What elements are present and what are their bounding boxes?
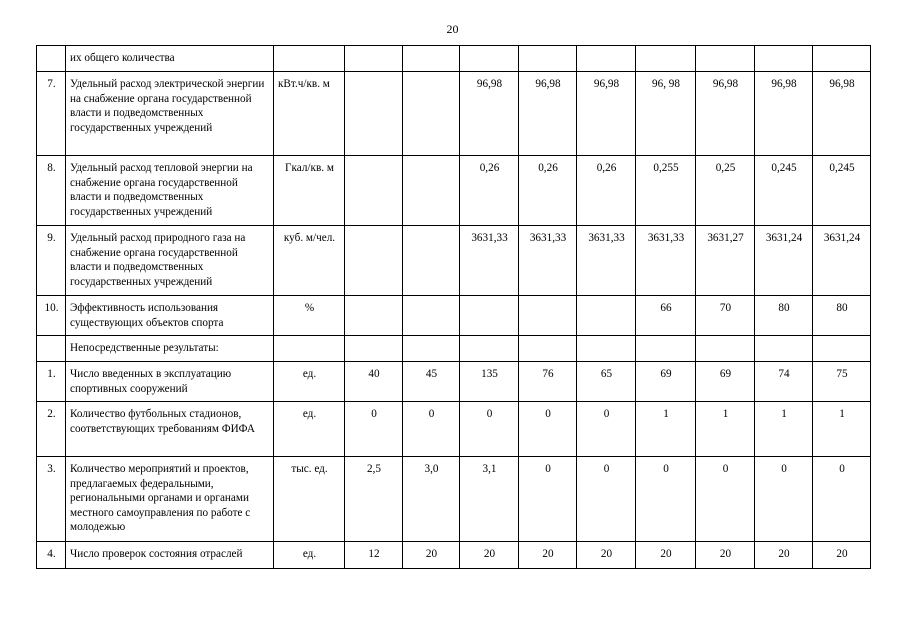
indicator-name-cell: Количество мероприятий и проектов, предлагаемых федеральными, региональными органами и органами местного самоуправления по работе с молодежью xyxy=(66,457,274,542)
value-cell: 135 xyxy=(460,362,519,402)
value-cell: 96,98 xyxy=(519,72,577,156)
value-cell: 76 xyxy=(519,362,577,402)
row-number-cell xyxy=(37,46,66,72)
unit-cell: кВт.ч/кв. м xyxy=(274,72,345,156)
value-cell: 20 xyxy=(403,542,460,569)
row-number-cell: 3. xyxy=(37,457,66,542)
value-cell: 0 xyxy=(636,457,696,542)
value-cell xyxy=(460,296,519,336)
indicator-name-cell: Количество футбольных стадионов, соответствующих требованиям ФИФА xyxy=(66,402,274,457)
row-number-cell: 10. xyxy=(37,296,66,336)
value-cell xyxy=(403,336,460,362)
value-cell: 2,5 xyxy=(345,457,403,542)
value-cell xyxy=(403,46,460,72)
value-cell: 1 xyxy=(755,402,813,457)
value-cell xyxy=(403,226,460,296)
value-cell: 3631,24 xyxy=(813,226,871,296)
row-number-cell: 4. xyxy=(37,542,66,569)
value-cell: 0,245 xyxy=(755,156,813,226)
value-cell: 20 xyxy=(755,542,813,569)
indicator-name-cell: Число проверок состояния отраслей xyxy=(66,542,274,569)
table-row xyxy=(37,457,871,542)
value-cell xyxy=(403,156,460,226)
table-row xyxy=(37,156,871,226)
indicator-name-cell: Удельный расход природного газа на снабжение органа государственной власти и подведомственных государственных учреждений xyxy=(66,226,274,296)
value-cell: 96,98 xyxy=(460,72,519,156)
value-cell: 0 xyxy=(403,402,460,457)
value-cell: 0,26 xyxy=(519,156,577,226)
value-cell: 96,98 xyxy=(577,72,636,156)
value-cell xyxy=(755,46,813,72)
value-cell: 75 xyxy=(813,362,871,402)
value-cell: 74 xyxy=(755,362,813,402)
value-cell: 20 xyxy=(813,542,871,569)
value-cell: 0 xyxy=(345,402,403,457)
value-cell: 80 xyxy=(755,296,813,336)
value-cell: 20 xyxy=(460,542,519,569)
table-row xyxy=(37,226,871,296)
value-cell: 3631,33 xyxy=(519,226,577,296)
unit-cell: тыс. ед. xyxy=(274,457,345,542)
indicators-table xyxy=(36,45,871,569)
value-cell: 20 xyxy=(696,542,755,569)
value-cell: 0 xyxy=(577,457,636,542)
value-cell: 80 xyxy=(813,296,871,336)
value-cell xyxy=(403,72,460,156)
value-cell xyxy=(519,296,577,336)
unit-cell xyxy=(274,336,345,362)
value-cell xyxy=(577,296,636,336)
value-cell: 3631,33 xyxy=(577,226,636,296)
value-cell: 40 xyxy=(345,362,403,402)
value-cell: 1 xyxy=(813,402,871,457)
value-cell xyxy=(813,46,871,72)
value-cell: 69 xyxy=(636,362,696,402)
value-cell: 0 xyxy=(696,457,755,542)
unit-cell xyxy=(274,46,345,72)
value-cell: 20 xyxy=(636,542,696,569)
value-cell: 69 xyxy=(696,362,755,402)
row-number-cell xyxy=(37,336,66,362)
value-cell: 3631,24 xyxy=(755,226,813,296)
value-cell xyxy=(345,156,403,226)
value-cell: 0,245 xyxy=(813,156,871,226)
value-cell: 1 xyxy=(636,402,696,457)
value-cell xyxy=(577,336,636,362)
value-cell: 0,255 xyxy=(636,156,696,226)
indicator-name-cell: Непосредственные результаты: xyxy=(66,336,274,362)
value-cell: 20 xyxy=(519,542,577,569)
value-cell xyxy=(345,46,403,72)
value-cell: 0,25 xyxy=(696,156,755,226)
value-cell: 1 xyxy=(696,402,755,457)
value-cell: 0 xyxy=(519,457,577,542)
row-number-cell: 1. xyxy=(37,362,66,402)
indicator-name-cell: Число введенных в эксплуатацию спортивных сооружений xyxy=(66,362,274,402)
value-cell xyxy=(577,46,636,72)
row-number-cell: 8. xyxy=(37,156,66,226)
indicator-name-cell: Удельный расход тепловой энергии на снабжение органа государственной власти и подведомственных государственных учреждений xyxy=(66,156,274,226)
value-cell xyxy=(755,336,813,362)
unit-cell: куб. м/чел. xyxy=(274,226,345,296)
value-cell xyxy=(345,336,403,362)
value-cell: 12 xyxy=(345,542,403,569)
value-cell xyxy=(403,296,460,336)
unit-cell: ед. xyxy=(274,542,345,569)
table-row xyxy=(37,362,871,402)
table-row xyxy=(37,336,871,362)
value-cell: 20 xyxy=(577,542,636,569)
value-cell: 96, 98 xyxy=(636,72,696,156)
value-cell xyxy=(460,336,519,362)
value-cell xyxy=(696,46,755,72)
value-cell: 45 xyxy=(403,362,460,402)
value-cell: 70 xyxy=(696,296,755,336)
value-cell xyxy=(813,336,871,362)
value-cell xyxy=(636,46,696,72)
page-number: 20 xyxy=(446,22,459,36)
value-cell xyxy=(345,72,403,156)
row-number-cell: 2. xyxy=(37,402,66,457)
value-cell: 3,1 xyxy=(460,457,519,542)
value-cell: 0 xyxy=(577,402,636,457)
value-cell: 96,98 xyxy=(813,72,871,156)
value-cell xyxy=(696,336,755,362)
value-cell: 3631,33 xyxy=(460,226,519,296)
indicator-name-cell: Удельный расход электрической энергии на снабжение органа государственной власти и подведомственных государственных учреждений xyxy=(66,72,274,156)
value-cell: 3631,27 xyxy=(696,226,755,296)
value-cell: 65 xyxy=(577,362,636,402)
value-cell: 96,98 xyxy=(755,72,813,156)
value-cell xyxy=(460,46,519,72)
value-cell xyxy=(519,336,577,362)
unit-cell: Гкал/кв. м xyxy=(274,156,345,226)
table-row xyxy=(37,402,871,457)
value-cell: 0 xyxy=(519,402,577,457)
indicator-name-cell: Эффективность использования существующих объектов спорта xyxy=(66,296,274,336)
table-row xyxy=(37,296,871,336)
value-cell: 0,26 xyxy=(577,156,636,226)
value-cell: 0 xyxy=(755,457,813,542)
value-cell xyxy=(519,46,577,72)
value-cell: 3631,33 xyxy=(636,226,696,296)
value-cell: 66 xyxy=(636,296,696,336)
value-cell xyxy=(636,336,696,362)
value-cell: 3,0 xyxy=(403,457,460,542)
value-cell xyxy=(345,296,403,336)
row-number-cell: 9. xyxy=(37,226,66,296)
unit-cell: ед. xyxy=(274,402,345,457)
value-cell: 96,98 xyxy=(696,72,755,156)
unit-cell: % xyxy=(274,296,345,336)
value-cell: 0 xyxy=(460,402,519,457)
table-row xyxy=(37,542,871,569)
table-row xyxy=(37,72,871,156)
indicator-name-cell: их общего количества xyxy=(66,46,274,72)
value-cell: 0 xyxy=(813,457,871,542)
row-number-cell: 7. xyxy=(37,72,66,156)
value-cell xyxy=(345,226,403,296)
unit-cell: ед. xyxy=(274,362,345,402)
value-cell: 0,26 xyxy=(460,156,519,226)
table-row xyxy=(37,46,871,72)
